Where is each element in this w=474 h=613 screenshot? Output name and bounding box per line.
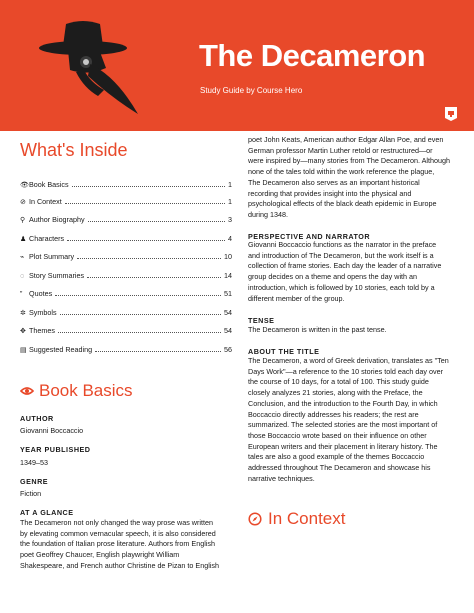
toc-item-themes[interactable]: [20, 325, 232, 335]
toc-leader: [87, 277, 221, 278]
compass-icon: ⊘: [20, 199, 26, 206]
plague-doctor-mask-icon: [28, 18, 148, 118]
toc-leader: [67, 240, 225, 241]
text-line: psychological effects of the black death epidemic in Europe: [248, 199, 437, 209]
toc-page: 56: [224, 345, 232, 354]
text-line: the course of 10 days, for a total of 100. This study guide: [248, 377, 429, 387]
year-label: YEAR PUBLISHED: [20, 445, 91, 454]
text-line: The Decameron is written in the past tense.: [248, 325, 387, 334]
text-line: European writers and their placement in literary history. The: [248, 441, 438, 451]
toc-leader: [65, 203, 225, 204]
course-hero-badge-icon: [443, 106, 459, 122]
toc-item-book-basics[interactable]: [20, 179, 232, 189]
text-line: The Decameron not only changed the way prose was written: [20, 518, 213, 527]
toc-label: Characters: [29, 234, 65, 243]
toc-page: 54: [224, 308, 232, 317]
year-value: 1349–53: [20, 458, 48, 467]
author-value: Giovanni Boccaccio: [20, 426, 84, 435]
toc-item-in-context[interactable]: [20, 196, 232, 206]
toc-item-symbols[interactable]: [20, 307, 232, 317]
book-basics-heading: [20, 381, 133, 401]
book-icon: ▤: [20, 347, 27, 354]
toc-page: 3: [228, 215, 232, 224]
themes-icon: ✥: [20, 328, 26, 335]
toc-label: Book Basics: [29, 180, 69, 189]
eye-icon: 👁: [20, 182, 29, 189]
toc-leader: [88, 221, 225, 222]
text-line: Conclusion, and the introduction to the Fourth Day, in which: [248, 398, 438, 408]
text-line: group decides on a theme and opens the day with an: [248, 272, 418, 282]
about-title-label: ABOUT THE TITLE: [248, 347, 320, 356]
genre-value: Fiction: [20, 489, 42, 498]
tense-label: TENSE: [248, 316, 275, 325]
text-line: during 1348.: [248, 209, 288, 219]
page-subtitle: Study Guide by Course Hero: [200, 86, 303, 95]
toc-item-quotes[interactable]: [20, 288, 232, 298]
toc-leader: [55, 295, 221, 296]
text-line: poet John Keats, American author Edgar Allan Poe, and even: [248, 135, 444, 144]
toc-item-author-biography[interactable]: [20, 214, 232, 224]
toc-page: 51: [224, 289, 232, 298]
about-title-paragraph: [248, 356, 449, 484]
person-icon: ⚲: [20, 217, 26, 224]
toc-item-suggested-reading[interactable]: [20, 344, 232, 354]
text-line: Boccaccio directly addresses his readers; the rest are: [248, 409, 419, 419]
text-line: the foundation of Italian prose literature. Authors from English: [20, 539, 215, 549]
toc-label: Author Biography: [29, 215, 85, 224]
toc-leader: [58, 332, 221, 333]
contents-heading: What's Inside: [20, 140, 128, 160]
toc-item-plot-summary[interactable]: [20, 251, 232, 261]
text-line: different member of the group.: [248, 293, 345, 303]
text-line: were inspired by—many stories from The Decameron. Although: [248, 156, 451, 166]
toc-label: Symbols: [29, 308, 57, 317]
text-line: The Decameron, a word of Greek derivation, translates as "Ten: [248, 356, 449, 365]
chat-icon: ◌: [20, 273, 25, 280]
text-line: collection of frame stories. Each day the leader of a narrative: [248, 261, 442, 271]
text-line: and introduction of The Decameron, but the work itself is a: [248, 250, 434, 260]
text-line: addressed throughout The Decameron and showcase his: [248, 463, 431, 473]
toc-page: 1: [228, 197, 232, 206]
section-title: Book Basics: [39, 381, 133, 400]
text-line: none of the tales told within the work reference the plague,: [248, 167, 435, 177]
in-context-heading: [248, 509, 346, 529]
author-label: AUTHOR: [20, 414, 54, 423]
tense-paragraph: [248, 325, 387, 336]
text-line: by elevating common vernacular speech, it is also considered: [20, 528, 216, 538]
text-line: closely analyzes 21 stories, along with the Preface, the: [248, 388, 423, 398]
text-line: summarized. The selected stories are the most important of: [248, 420, 438, 430]
chart-icon: ⌁: [20, 254, 25, 261]
toc-label: Suggested Reading: [29, 345, 93, 354]
header-banner: [0, 0, 474, 131]
text-line: those Boccaccio wrote based on their influence on other: [248, 430, 427, 440]
text-line: poet Geoffrey Chaucer, English playwright William: [20, 550, 180, 560]
text-line: tales are also a good example of the themes Boccaccio: [248, 452, 425, 462]
perspective-label: PERSPECTIVE AND NARRATOR: [248, 232, 371, 241]
toc-item-story-summaries[interactable]: [20, 270, 232, 280]
quote-icon: ”: [20, 291, 23, 298]
toc-page: 4: [228, 234, 232, 243]
toc-leader: [77, 258, 221, 259]
section-title: In Context: [268, 509, 346, 528]
toc-leader: [95, 351, 221, 352]
page-title: The Decameron: [199, 38, 426, 73]
toc-leader: [60, 314, 221, 315]
toc-page: 14: [224, 271, 232, 280]
toc-label: Themes: [29, 326, 55, 335]
genre-label: GENRE: [20, 477, 49, 486]
text-line: Giovanni Boccaccio functions as the narrator in the preface: [248, 240, 437, 249]
toc-page: 1: [228, 180, 232, 189]
text-line: recording that provides insight into the physical and: [248, 188, 412, 198]
intro-paragraph: [248, 135, 450, 221]
toc-item-characters[interactable]: [20, 233, 232, 243]
eye-icon: [20, 385, 34, 397]
text-line: Shakespeare, and French author Christine de Pizan to English: [20, 560, 219, 570]
toc-label: In Context: [29, 197, 62, 206]
toc-page: 54: [224, 326, 232, 335]
toc-page: 10: [224, 252, 232, 261]
glance-label: AT A GLANCE: [20, 508, 74, 517]
toc-label: Plot Summary: [29, 252, 75, 261]
text-line: German professor Martin Luther retold or restructured—or: [248, 145, 433, 155]
symbols-icon: ✲: [20, 310, 26, 317]
text-line: Days Work"—a reference to the 10 stories told each day over: [248, 366, 443, 376]
compass-icon: [248, 512, 262, 526]
text-line: narrative techniques.: [248, 473, 315, 483]
text-line: The Decameron also serves as an important historical: [248, 177, 420, 187]
characters-icon: ♟: [20, 236, 27, 243]
perspective-paragraph: [248, 240, 441, 304]
toc-label: Story Summaries: [29, 271, 85, 280]
toc-leader: [72, 186, 225, 187]
glance-paragraph: [20, 518, 219, 572]
text-line: introduction, which is followed by 10 stories, each told by a: [248, 282, 435, 292]
toc-label: Quotes: [29, 289, 53, 298]
